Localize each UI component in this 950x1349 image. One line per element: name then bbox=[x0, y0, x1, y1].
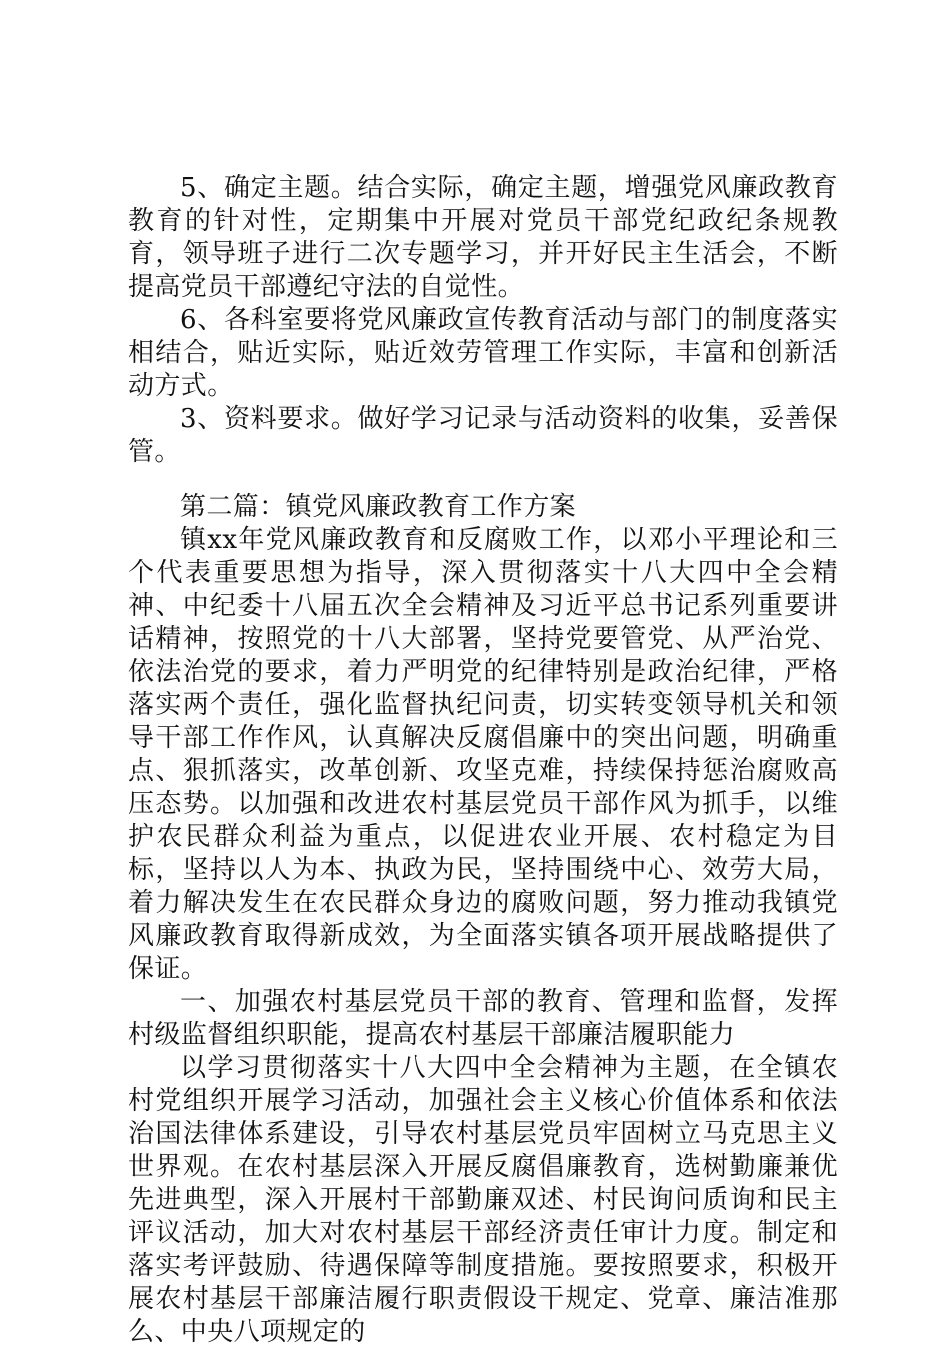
paragraph-heading-one: 一、加强农村基层党员干部的教育、管理和监督，发挥村级监督组织职能，提高农村基层干部廉洁履职能力 bbox=[128, 987, 838, 1050]
section-title: 第二篇：镇党风廉政教育工作方案 bbox=[180, 492, 577, 522]
paragraph-body: 以学习贯彻落实十八大四中全会精神为主题，在全镇农村党组织开展学习活动，加强社会主义核心价值体系和依法治国法律体系建设，引导农村基层党员牢固树立马克思主义世界观。在农村基层深入开展反腐倡廉教育，选树勤廉兼优先进典型，深入开展村干部勤廉双述、村民询问质询和民主评议活动，加大对农村基层干部经济责任审计力度。制定和落实考评鼓励、待遇保障等制度措施。要按照要求，积极开展农村基层干部廉洁履行职责假设干规定、党章、廉洁准那么、中央八项规定的 bbox=[128, 1053, 838, 1347]
paragraph-item-5: 5、确定主题。结合实际，确定主题，增强党风廉政教育教育的针对性，定期集中开展对党员干部党纪政纪条规教育，领导班子进行二次专题学习，并开好民主生活会，不断提高党员干部遵纪守法的自觉性。 bbox=[128, 173, 838, 302]
document-page bbox=[128, 172, 838, 1349]
paragraph-intro: 镇xx年党风廉政教育和反腐败工作，以邓小平理论和三个代表重要思想为指导，深入贯彻落实十八大四中全会精神、中纪委十八届五次全会精神及习近平总书记系列重要讲话精神，按照党的十八大部署，坚持党要管党、从严治党、依法治党的要求，着力严明党的纪律特别是政治纪律，严格落实两个责任，强化监督执纪问责，切实转变领导机关和领导干部工作作风，认真解决反腐倡廉中的突出问题，明确重点、狠抓落实，改革创新、攻坚克难，持续保持惩治腐败高压态势。以加强和改进农村基层党员干部作风为抓手，以维护农民群众利益为重点，以促进农业开展、农村稳定为目标，坚持以人为本、执政为民，坚持围绕中心、效劳大局，着力解决发生在农民群众身边的腐败问题，努力推动我镇党风廉政教育取得新成效，为全面落实镇各项开展战略提供了保证。 bbox=[128, 525, 838, 984]
paragraph-item-6: 6、各科室要将党风廉政宣传教育活动与部门的制度落实相结合，贴近实际，贴近效劳管理工作实际，丰富和创新活动方式。 bbox=[128, 305, 838, 401]
paragraph-item-3: 3、资料要求。做好学习记录与活动资料的收集，妥善保管。 bbox=[128, 404, 838, 467]
